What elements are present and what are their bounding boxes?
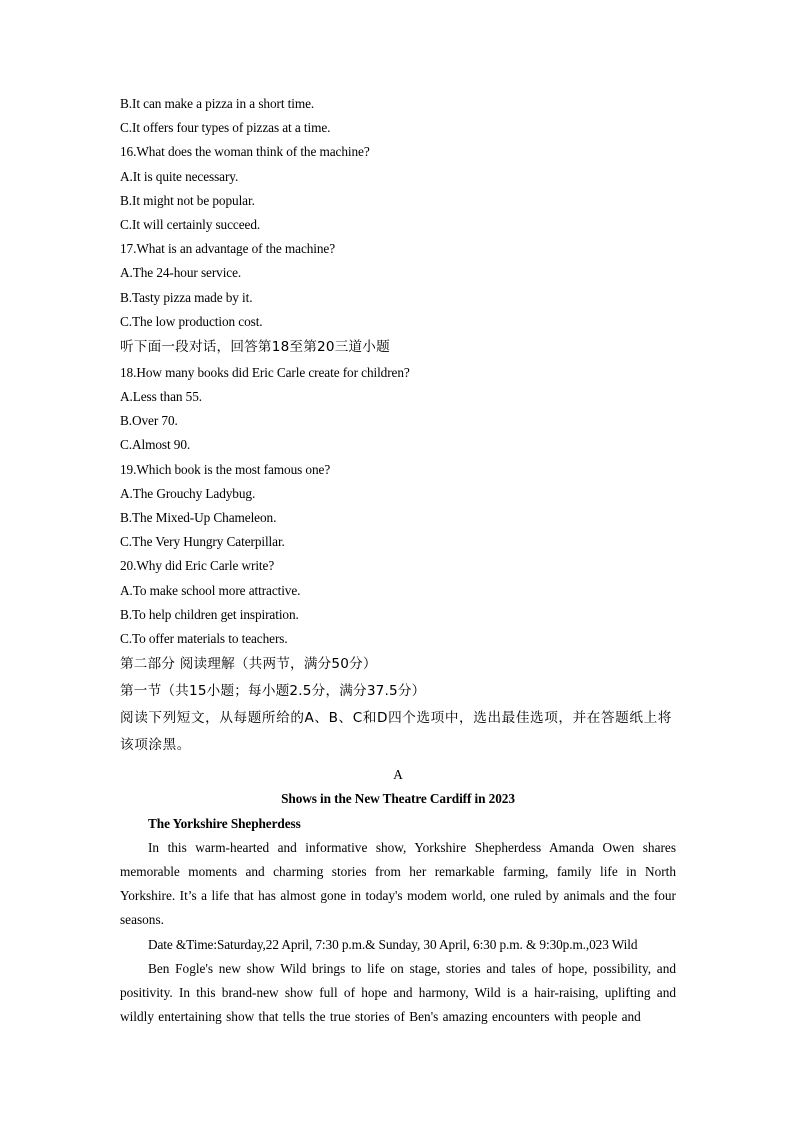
q15-option-b: B.It can make a pizza in a short time.: [120, 96, 315, 111]
show1-description: In this warm-hearted and informative show, Yorkshire Shepherdess Amanda Owen shares memorable moments and charming stories from her remarkable farming, family life in North Yorkshire. It’s a life that has almost gone in today's modem world, one ruled by animals and the four seasons.: [120, 839, 676, 928]
show1-datetime: Date &Time:Saturday,22 April, 7:30 p.m.& Sunday, 30 April, 6:30 p.m. & 9:30p.m.,023 Wild: [148, 936, 638, 952]
q17-option-a: A.The 24-hour service.: [120, 265, 242, 281]
q19-question: 19.Which book is the most famous one?: [120, 461, 331, 477]
show1-title: The Yorkshire Shepherdess: [148, 815, 301, 831]
q18-option-a: A.Less than 55.: [120, 389, 202, 405]
q16-option-c: C.It will certainly succeed.: [120, 216, 261, 232]
q15-option-c: C.It offers four types of pizzas at a time.: [120, 120, 331, 136]
passage-letter: A: [393, 767, 403, 783]
passage-title: Shows in the New Theatre Cardiff in 2023: [281, 791, 515, 807]
instruction-18-20: 听下面一段对话，回答第18至第20三道小题: [120, 338, 390, 355]
q19-option-a: A.The Grouchy Ladybug.: [120, 485, 256, 501]
q17-option-b: B.Tasty pizza made by it.: [120, 289, 253, 305]
q16-option-b: B.It might not be popular.: [120, 192, 255, 208]
q18-option-b: B.Over 70.: [120, 413, 178, 429]
q17-option-c: C.The low production cost.: [120, 313, 263, 329]
document-page: [120, 92, 676, 1029]
q19-option-c: C.The Very Hungry Caterpillar.: [120, 534, 285, 550]
q20-option-b: B.To help children get inspiration.: [120, 606, 299, 622]
reading-instruction: 阅读下列短文，从每题所给的A、B、C和D四个选项中，选出最佳选项，并在答题纸上将该项涂黑。: [120, 710, 672, 754]
q20-question: 20.Why did Eric Carle write?: [120, 558, 275, 574]
q19-option-b: B.The Mixed-Up Chameleon.: [120, 510, 277, 525]
q20-option-c: C.To offer materials to teachers.: [120, 630, 288, 646]
q16-question: 16.What does the woman think of the machine?: [120, 144, 370, 160]
q18-option-c: C.Almost 90.: [120, 437, 191, 453]
q17-question: 17.What is an advantage of the machine?: [120, 241, 336, 257]
show2-description: Ben Fogle's new show Wild brings to life on stage, stories and tales of hope, possibility, and positivity. In this brand-new show full of hope and harmony, Wild is a hair-raising, uplifting and wildly entertaining show that tells the true stories of Ben's amazing encounters with people and: [120, 960, 676, 1025]
q20-option-a: A.To make school more attractive.: [120, 582, 301, 598]
reading-section-heading: 第一节（共15小题；每小题2.5分，满分37.5分）: [120, 683, 426, 700]
reading-part-heading: 第二部分 阅读理解（共两节，满分50分）: [120, 656, 377, 673]
q16-option-a: A.It is quite necessary.: [120, 168, 239, 184]
q18-question: 18.How many books did Eric Carle create for children?: [120, 364, 410, 380]
